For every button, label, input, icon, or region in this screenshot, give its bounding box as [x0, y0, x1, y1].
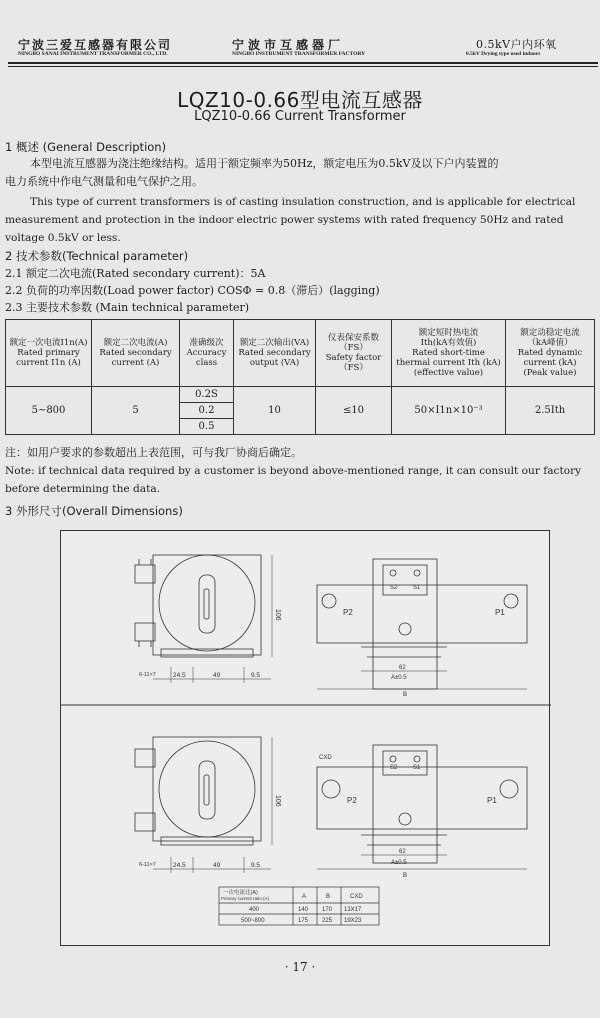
section-1-cn-line-2: 电力系统中作电气测量和电气保护之用。: [5, 175, 203, 188]
factory-name-cn: 宁波市互感器厂: [232, 38, 345, 52]
cell-accuracy-class: 0.2S: [180, 387, 234, 403]
terminal-s2-label: S2: [390, 585, 398, 591]
dim-label: 6-11×7: [139, 672, 156, 678]
terminal-top: [135, 749, 155, 767]
technical-parameter-table: [5, 319, 595, 435]
p1-label: P1: [487, 796, 497, 805]
cell-output: 10: [234, 387, 316, 435]
factory-name-en: NINGBO INSTRUMENT TRANSFORMER FACTORY: [232, 51, 366, 57]
mount-hole: [322, 594, 336, 608]
dim-label: 49: [213, 862, 221, 869]
section-1-en-line-1: This type of current transformers is of casting insulation construction, and is applicable for electrical: [30, 196, 576, 208]
mount-hole: [500, 780, 518, 798]
cell-secondary-current: 5: [92, 387, 180, 435]
terminal-bottom: [135, 813, 155, 831]
dim-62-label: 62: [399, 849, 406, 855]
ct-circle: [159, 741, 255, 837]
dim-table-cell: 140: [298, 907, 309, 913]
cell-thermal-current: 50×I1n×10⁻³: [392, 387, 506, 435]
dim-b-label: B: [403, 873, 408, 879]
product-type-en: 0.5kV Drying type used indoors: [466, 51, 541, 57]
section-2-item-3: 2.3 主要技术参数 (Main technical parameter): [5, 301, 250, 314]
section-2-item-1: 2.1 额定二次电流(Rated secondary current)：5A: [5, 267, 266, 280]
height-label: 106: [274, 795, 281, 807]
terminal-bottom: [135, 623, 155, 641]
dim-62-label: 62: [399, 665, 406, 671]
side-view-bottom: [317, 745, 527, 879]
p2-label: P2: [343, 608, 353, 617]
ct-base: [161, 649, 253, 657]
dim-table-header: 一次电流比(A): [223, 890, 258, 896]
window-inner: [204, 775, 209, 805]
cell-dynamic-current: 2.5Ith: [506, 387, 595, 435]
section-1-heading: 1 概述 (General Description): [5, 140, 167, 154]
table-header-row: [6, 320, 595, 387]
window-inner: [204, 589, 209, 619]
side-view-top: [317, 559, 527, 698]
dim-a-label: A±0.5: [391, 860, 407, 866]
ct-body: [153, 737, 261, 841]
cxd-label: CXD: [319, 755, 332, 761]
table-header-cell: 额定一次电流I1n(A) Rated primary current I1n (A): [6, 320, 92, 387]
terminal-top: [135, 565, 155, 583]
dim-b-label: B: [403, 692, 408, 698]
dim-label: 6-11×7: [139, 862, 156, 868]
mount-hole: [504, 594, 518, 608]
table-header-cell: 准确级次 Accuracy class: [180, 320, 234, 387]
dimension-table: [219, 887, 379, 925]
product-type-cn: 0.5kV户内环氧: [476, 38, 557, 51]
ct-circle: [159, 555, 255, 651]
dim-table-header: A: [302, 894, 307, 900]
company-name-cn: 宁波三爱互感器有限公司: [18, 38, 173, 52]
dim-label: 49: [213, 672, 221, 679]
table-header-cell: 额定二次输出(VA) Rated secondary output (VA): [234, 320, 316, 387]
section-1-cn-line-1: 本型电流互感器为浇注绝缘结构。适用于额定频率为50Hz，额定电压为0.5kV及以下户内装置的: [30, 157, 499, 170]
section-3-heading: 3 外形尺寸(Overall Dimensions): [5, 504, 183, 518]
dim-table-header: CXD: [350, 894, 363, 900]
page-subtitle: LQZ10-0.66 Current Transformer: [194, 109, 406, 124]
dim-label: 24.5: [173, 672, 186, 679]
header-rule-thin: [8, 66, 598, 67]
dim-label: 24.5: [173, 862, 186, 869]
dim-table-cell: 225: [322, 918, 333, 924]
mount-hole: [322, 780, 340, 798]
page-title: LQZ10-0.66型电流互感器: [177, 88, 423, 112]
section-1-en-line-3: voltage 0.5kV or less.: [5, 232, 121, 244]
dim-table-cell: 19X23: [344, 918, 362, 924]
dimension-drawing: [60, 530, 550, 946]
section-2-item-2: 2.2 负荷的功率因数(Load power factor) COSΦ = 0.8（滞后）(lagging): [5, 284, 380, 297]
dim-table-cell: 175: [298, 918, 309, 924]
front-view-top: [135, 555, 281, 683]
note-en-line-2: before determining the data.: [5, 483, 161, 495]
header-rule: [8, 62, 598, 64]
table-header-cell: 额定动稳定电流 （kA峰值） Rated dynamic current (kA) (Peak value): [506, 320, 595, 387]
dim-table-header: B: [326, 894, 331, 900]
dim-table-cell: 400: [249, 907, 260, 913]
page-number: · 17 ·: [284, 960, 316, 974]
cell-accuracy-class: 0.5: [180, 419, 234, 435]
p1-label: P1: [495, 608, 505, 617]
table-header-cell: 仪表保安系数（FS） Safety factor （FS）: [316, 320, 392, 387]
dim-table-cell: 500~800: [241, 918, 265, 924]
terminal-s2-label: S2: [390, 765, 398, 771]
section-2-heading: 2 技术参数(Technical parameter): [5, 249, 189, 263]
dim-label: 9.5: [251, 862, 261, 869]
terminal-s1-label: S1: [413, 765, 421, 771]
dim-a-label: A±0.5: [391, 675, 407, 681]
p2-label: P2: [347, 796, 357, 805]
front-view-bottom: [135, 737, 281, 873]
company-name-en: NINGBO SANAI INSTRUMENT TRANSFORMER CO., LTD.: [18, 51, 168, 57]
table-header-cell: 额定短时热电流 Ith(kA有效值) Rated short-time thermal current Ith (kA) (effective value): [392, 320, 506, 387]
table-row: [6, 387, 595, 403]
cell-accuracy-class: 0.2: [180, 403, 234, 419]
dim-label: 9.5: [251, 672, 261, 679]
cell-primary-current: 5~800: [6, 387, 92, 435]
note-cn: 注：如用户要求的参数超出上表范围，可与我厂协商后确定。: [5, 446, 302, 459]
table-header-cell: 额定二次电流(A) Rated secondary current (A): [92, 320, 180, 387]
dim-table-cell: 13X17: [344, 907, 362, 913]
height-label: 106: [274, 609, 281, 621]
terminal-s1-label: S1: [413, 585, 421, 591]
terminal-block: [383, 751, 427, 775]
dim-table-header-en: Primary current ratio (A): [221, 896, 270, 901]
dim-table-cell: 170: [322, 907, 333, 913]
note-en-line-1: Note: if technical data required by a customer is beyond above-mentioned range, it can consult our factory: [5, 465, 582, 477]
ct-body: [153, 555, 261, 655]
section-1-en-line-2: measurement and protection in the indoor electric power systems with rated frequency 50Hz and rated: [5, 214, 564, 226]
window-slot: [199, 761, 215, 819]
window-slot: [199, 575, 215, 633]
cell-safety-factor: ≤10: [316, 387, 392, 435]
